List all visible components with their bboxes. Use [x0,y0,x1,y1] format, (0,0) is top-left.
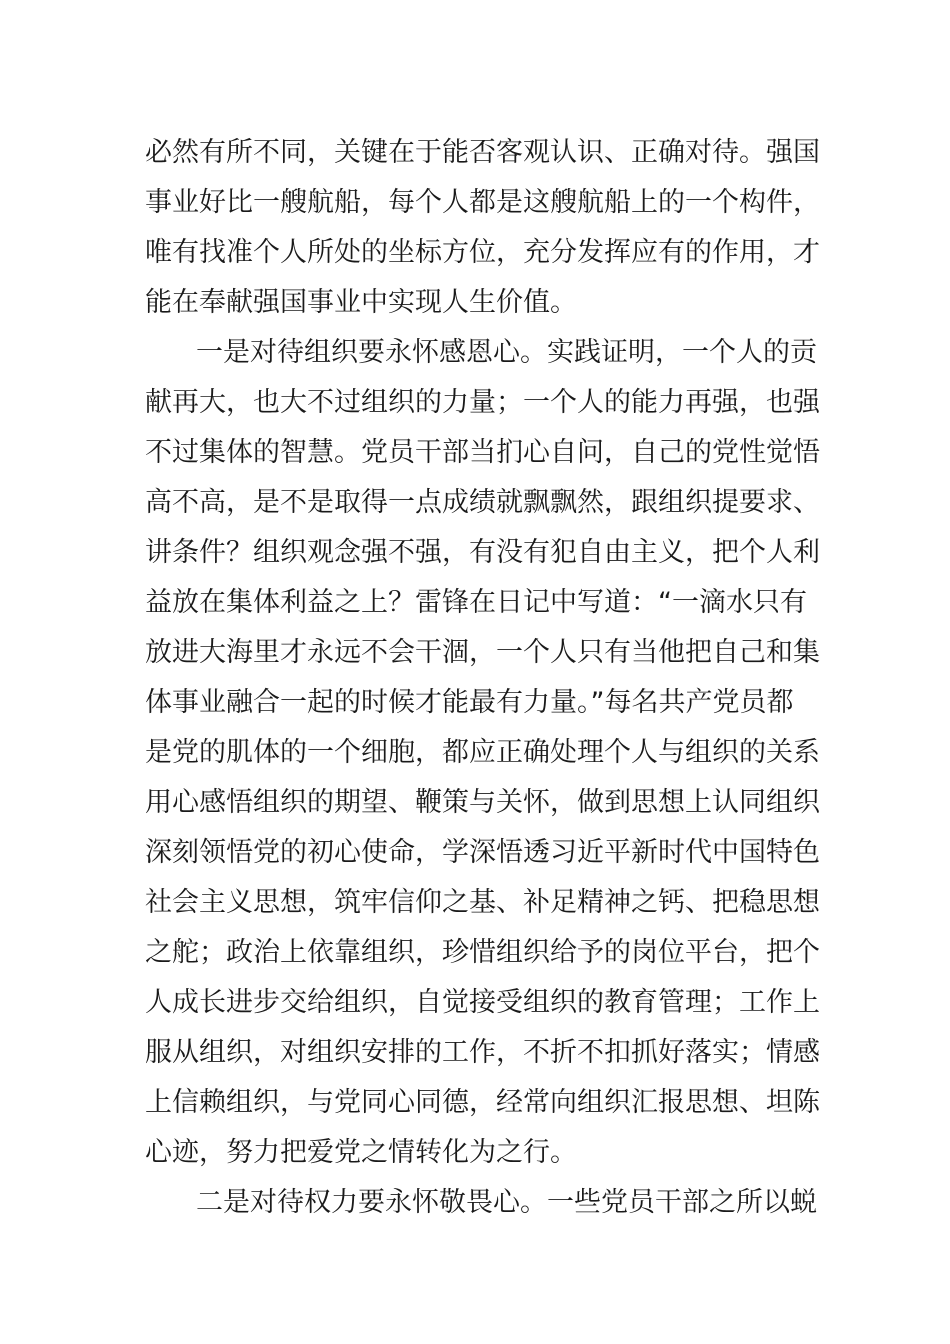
text-line: 益放在集体利益之上？雷锋在日记中写道：“一滴水只有 [145,587,807,618]
text-line: 必然有所不同，关键在于能否客观认识、正确对待。强国 [145,137,820,168]
text-line: 人成长进步交给组织，自觉接受组织的教育管理；工作上 [145,987,820,1018]
text-line: 不过集体的智慧。党员干部当扪心自问，自己的党性觉悟 [145,437,820,468]
text-line: 是党的肌体的一个细胞，都应正确处理个人与组织的关系 [145,737,820,768]
text-line: 心迹，努力把爱党之情转化为之行。 [145,1137,577,1168]
text-line: 事业好比一艘航船，每个人都是这艘航船上的一个构件， [145,187,820,218]
text-line: 能在奉献强国事业中实现人生价值。 [145,287,577,318]
text-line: 高不高，是不是取得一点成绩就飘飘然，跟组织提要求、 [145,487,820,518]
text-line: 用心感悟组织的期望、鞭策与关怀，做到思想上认同组织 [145,787,820,818]
text-line: 服从组织，对组织安排的工作，不折不扣抓好落实；情感 [145,1037,820,1068]
paragraph-start-line: 二是对待权力要永怀敬畏心。一些党员干部之所以蜕 [196,1187,817,1218]
text-line: 讲条件？组织观念强不强，有没有犯自由主义，把个人利 [145,537,820,568]
text-line: 唯有找准个人所处的坐标方位，充分发挥应有的作用，才 [145,237,820,268]
text-line: 上信赖组织，与党同心同德，经常向组织汇报思想、坦陈 [145,1087,820,1118]
text-line: 之舵；政治上依靠组织，珍惜组织给予的岗位平台，把个 [145,937,820,968]
text-line: 体事业融合一起的时候才能最有力量。”每名共产党员都 [145,687,794,718]
text-line: 社会主义思想，筑牢信仰之基、补足精神之钙、把稳思想 [145,887,820,918]
text-line: 深刻领悟党的初心使命，学深悟透习近平新时代中国特色 [145,837,820,868]
text-line: 献再大，也大不过组织的力量；一个人的能力再强，也强 [145,387,820,418]
paragraph-start-line: 一是对待组织要永怀感恩心。实践证明，一个人的贡 [196,337,817,368]
text-line: 放进大海里才永远不会干涸，一个人只有当他把自己和集 [145,637,820,668]
